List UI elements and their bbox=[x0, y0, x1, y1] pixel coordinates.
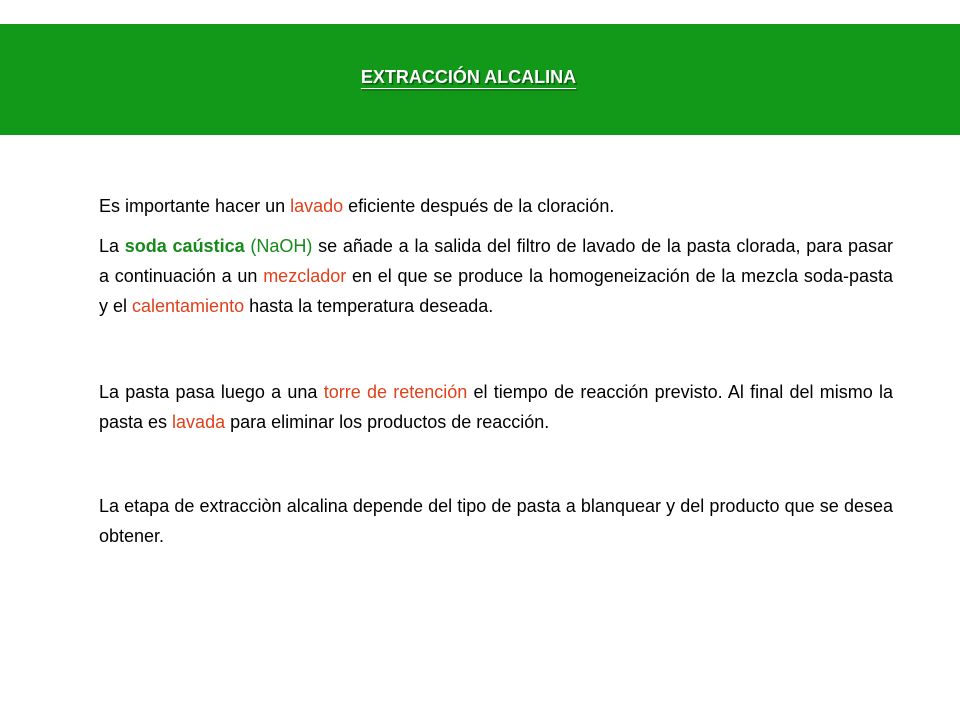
paragraph-alkaline-extraction bbox=[99, 491, 893, 551]
paragraph-caustic-soda bbox=[99, 231, 893, 321]
paragraph-text: La etapa de extracciòn alcalina depende del tipo de pasta a blanquear y del producto que se desea obtener. bbox=[99, 496, 893, 546]
paragraph-text: en el que se produce la homogeneización de la mezcla soda-pasta y el bbox=[99, 266, 893, 316]
paragraph-text: La bbox=[99, 236, 125, 256]
highlight-term: lavado bbox=[290, 196, 344, 216]
highlight-term: calentamiento bbox=[132, 296, 245, 316]
paragraph-text: eficiente después de la cloración. bbox=[343, 196, 615, 216]
highlight-term: soda caústica bbox=[124, 236, 245, 256]
slide-title bbox=[0, 62, 937, 92]
paragraph-text: Es importante hacer un bbox=[99, 196, 291, 216]
highlight-term: mezclador bbox=[263, 266, 347, 286]
paragraph-text: para eliminar los productos de reacción. bbox=[225, 412, 550, 432]
paragraph-text: se añade a la salida del filtro de lavado de la pasta clorada, para pasar a continuación a un bbox=[99, 236, 894, 286]
paragraph-retention-tower bbox=[99, 377, 893, 437]
highlight-term: lavada bbox=[172, 412, 226, 432]
paragraph-text: La pasta pasa luego a una bbox=[99, 382, 324, 402]
slide-title-text: EXTRACCIÓN ALCALINA bbox=[360, 67, 577, 87]
paragraph-text: hasta la temperatura deseada. bbox=[244, 296, 494, 316]
paragraph-text: el tiempo de reacción previsto. Al final del mismo la pasta es bbox=[99, 382, 893, 432]
spacer bbox=[99, 437, 893, 491]
paragraph-washing bbox=[99, 191, 893, 221]
highlight-term: (NaOH) bbox=[244, 236, 313, 256]
spacer bbox=[99, 321, 893, 377]
highlight-term: torre de retención bbox=[323, 382, 468, 402]
slide-body bbox=[99, 191, 893, 551]
